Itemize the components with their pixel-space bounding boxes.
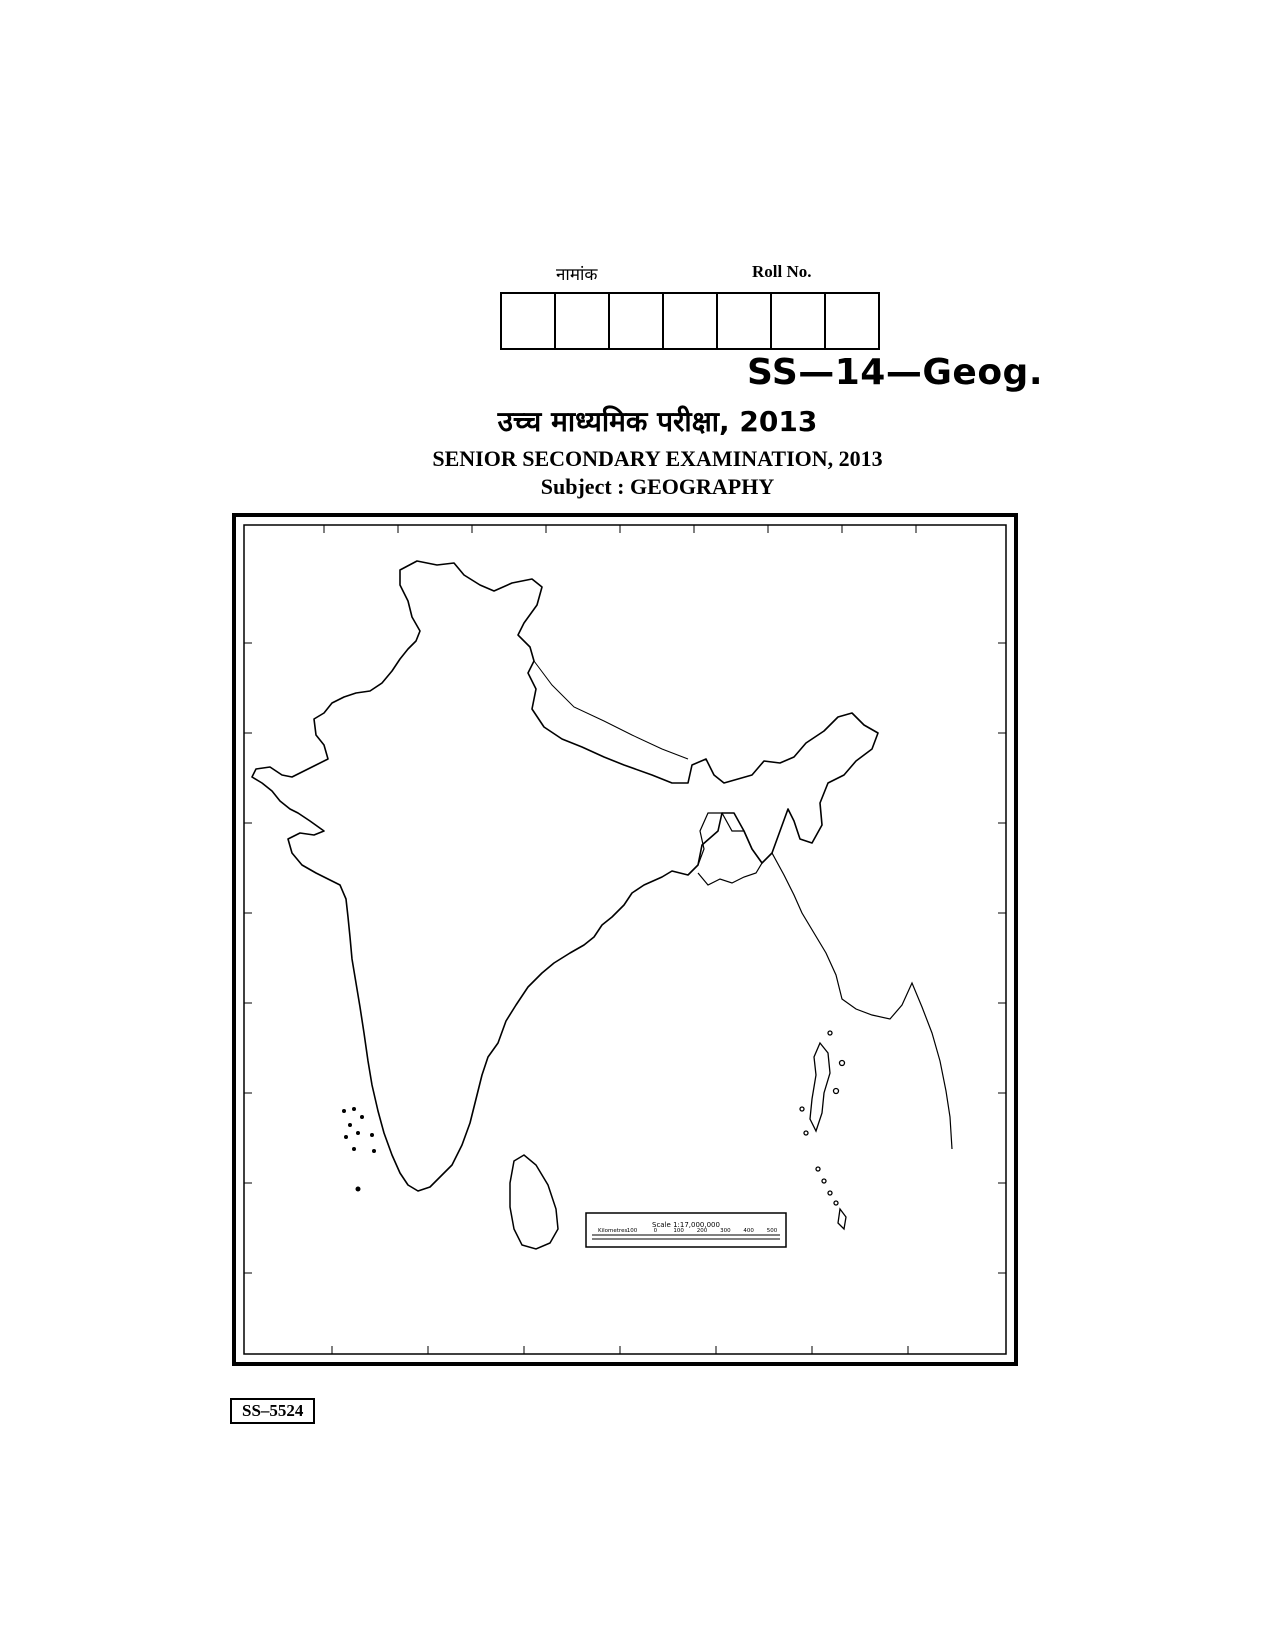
map-scale-title: Scale 1:17,000,000 [652, 1221, 720, 1229]
roll-number-box[interactable] [502, 294, 556, 348]
roll-number-box[interactable] [826, 294, 880, 348]
roll-number-box[interactable] [610, 294, 664, 348]
andaman-nicobar-islands [800, 1031, 846, 1229]
lakshadweep-islands [342, 1107, 376, 1192]
roll-number-box[interactable] [718, 294, 772, 348]
bangladesh-border [698, 813, 762, 885]
page-footer-code: SS–5524 [230, 1398, 315, 1424]
india-outline-map [232, 513, 1018, 1366]
nepal-border [534, 661, 688, 759]
sri-lanka-outline [510, 1155, 558, 1249]
map-scale-value: 500 [766, 1228, 778, 1234]
map-scale-value: 100 [673, 1228, 684, 1234]
roll-number-box[interactable] [772, 294, 826, 348]
roll-label-hindi: नामांक [556, 265, 598, 285]
map-scale-unit: Kilometres [598, 1228, 628, 1234]
paper-code: SS—14—Geog. [747, 352, 1043, 393]
roll-number-labels [500, 262, 900, 286]
map-scale-value: 400 [743, 1228, 754, 1234]
map-scale-value: 0 [653, 1228, 658, 1234]
map-scale-value: 200 [696, 1228, 708, 1234]
roll-number-box[interactable] [664, 294, 718, 348]
roll-label-english: Roll No. [752, 262, 812, 281]
exam-title-hindi: उच्च माध्यमिक परीक्षा, 2013 [497, 405, 818, 438]
roll-number-box[interactable] [556, 294, 610, 348]
map-scale-value: 300 [720, 1228, 731, 1234]
exam-subject: Subject : GEOGRAPHY [540, 474, 775, 499]
map-outer-border [234, 515, 1016, 1364]
roll-number-boxes [500, 292, 880, 350]
myanmar-coast [772, 853, 952, 1149]
map-scale-value: 100 [626, 1228, 638, 1234]
exam-title-english: SENIOR SECONDARY EXAMINATION, 2013 [432, 446, 883, 471]
